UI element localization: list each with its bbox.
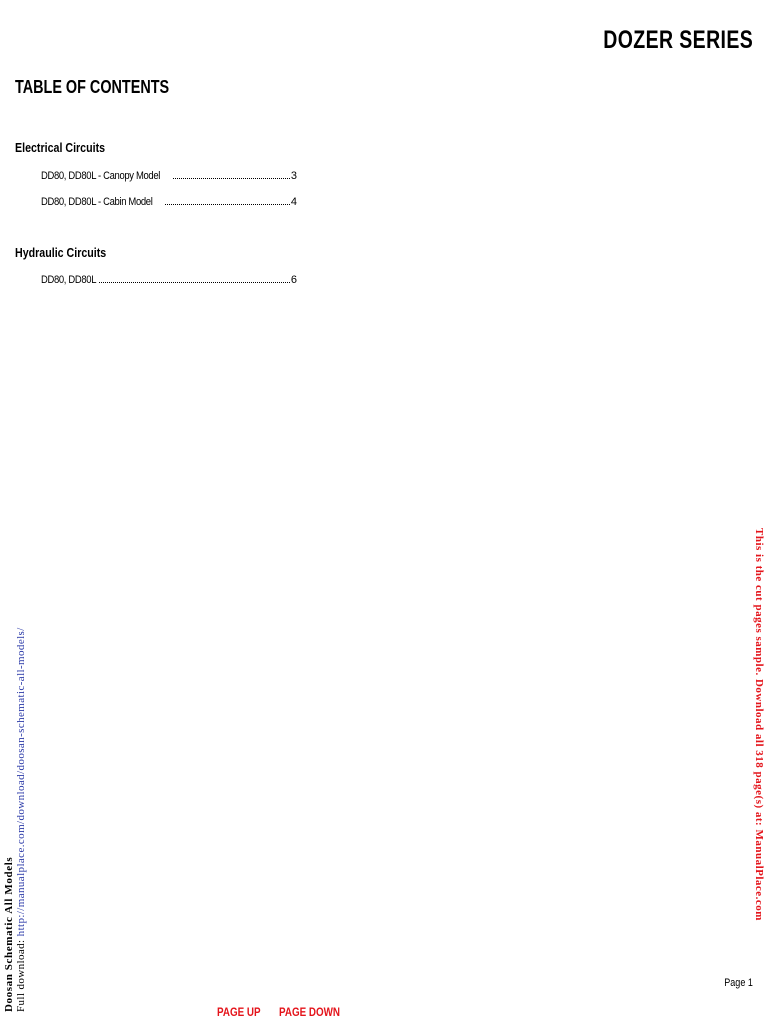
right-side-banner: [751, 528, 765, 1018]
download-label: Full download:: [15, 939, 27, 1012]
toc-entry-canopy-model[interactable]: [41, 168, 297, 182]
toc-entry-label: DD80, DD80L - Cabin Model: [41, 196, 153, 208]
toc-heading: TABLE OF CONTENTS: [15, 77, 170, 97]
page-up-link[interactable]: PAGE UP: [217, 1005, 261, 1019]
page-down-link[interactable]: PAGE DOWN: [279, 1005, 341, 1019]
section-heading-hydraulic: Hydraulic Circuits: [15, 245, 107, 260]
toc-entry-page: 3: [290, 170, 297, 182]
page-number: Page 1: [724, 977, 753, 989]
left-side-banner: [3, 512, 27, 1012]
dot-leader: [99, 282, 290, 283]
toc-entry-hydraulic-dd80[interactable]: [41, 272, 297, 286]
toc-entry-page: 4: [290, 196, 297, 208]
toc-entry-label: DD80, DD80L - Canopy Model: [41, 170, 161, 182]
toc-entry-cabin-model[interactable]: [41, 194, 297, 208]
toc-entry-page: 6: [290, 274, 297, 286]
toc-entry-label: DD80, DD80L: [41, 274, 97, 286]
series-title: DOZER SERIES: [603, 26, 753, 54]
dot-leader: [165, 204, 290, 205]
section-heading-electrical: Electrical Circuits: [15, 140, 106, 155]
sample-notice-text[interactable]: This is the cut pages sample. Download all 318 page(s) at: ManualPlace.com: [753, 528, 765, 921]
banner-title: Doosan Schematic All Models: [3, 856, 15, 1012]
download-url-link[interactable]: http://manualplace.com/download/doosan-schematic-all-models/: [15, 627, 27, 937]
dot-leader: [173, 178, 290, 179]
